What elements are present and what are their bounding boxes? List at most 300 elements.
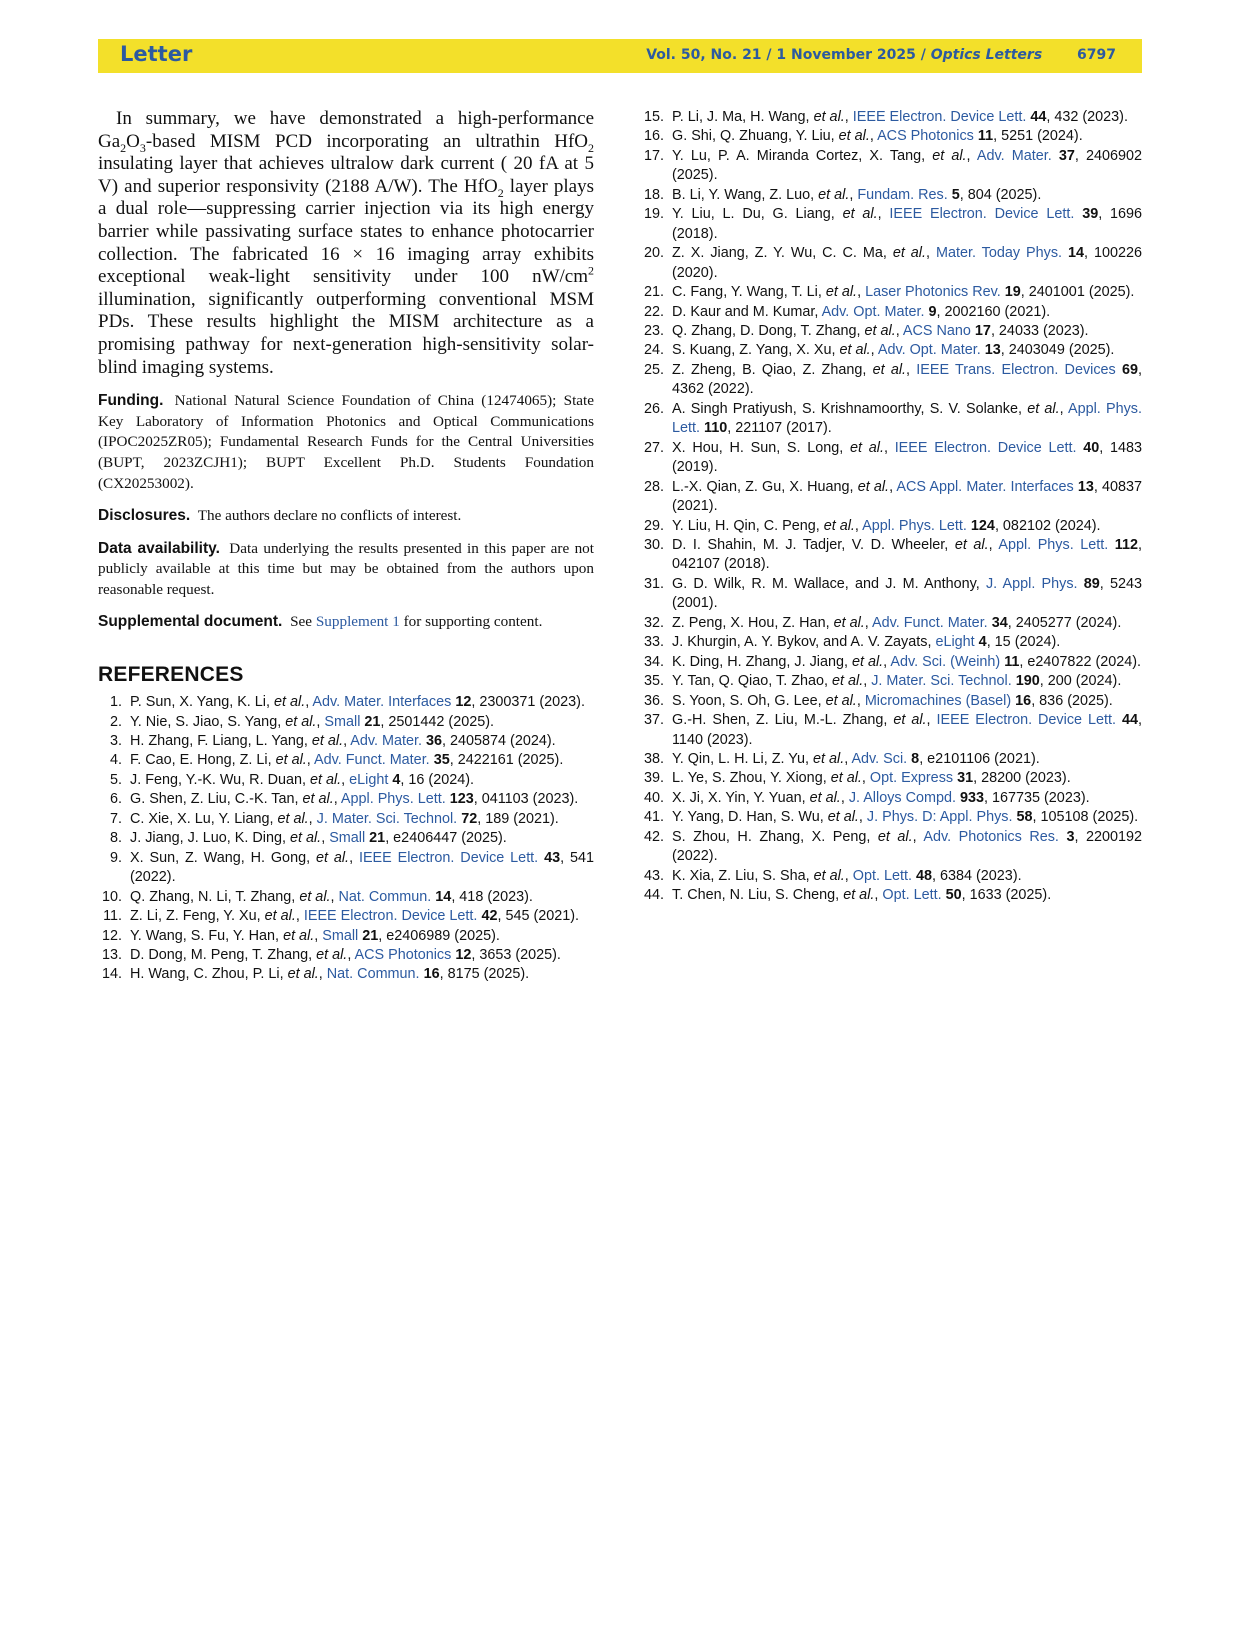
reference-etal: et al. — [838, 128, 870, 145]
reference-number: 19. — [643, 206, 664, 223]
reference-item: 6. G. Shen, Z. Liu, C.-K. Tan, et al., Appl. Phys. Lett. 123, 041103 (2023). — [98, 790, 594, 809]
reference-number: 44. — [643, 887, 664, 904]
reference-number: 22. — [643, 303, 664, 320]
reference-journal-link[interactable]: Small — [322, 927, 359, 944]
reference-item: 9. X. Sun, Z. Wang, H. Gong, et al., IEEE Electron. Device Lett. 43, 541 (2022). — [98, 849, 594, 888]
reference-etal: et al. — [851, 653, 884, 670]
reference-authors: Q. Zhang, D. Dong, T. Zhang, — [672, 322, 865, 339]
reference-item: 1. P. Sun, X. Yang, K. Li, et al., Adv. Mater. Interfaces 12, 2300371 (2023). — [98, 693, 594, 712]
reference-number: 7. — [109, 810, 122, 827]
reference-etal: et al. — [275, 752, 307, 769]
reference-volume: 69 — [1122, 361, 1139, 378]
reference-volume: 43 — [544, 849, 561, 866]
reference-volume: 13 — [1077, 478, 1094, 495]
reference-etal: et al. — [832, 673, 864, 690]
reference-number: 11. — [103, 908, 122, 925]
right-column — [640, 108, 1142, 906]
reference-journal-link[interactable]: Small — [324, 713, 361, 730]
reference-detail: , 2501442 (2025). — [380, 713, 495, 730]
reference-detail: , 40837 (2021). — [672, 478, 1142, 515]
reference-authors: G. Shi, Q. Zhuang, Y. Liu, — [672, 128, 839, 145]
reference-volume: 48 — [915, 867, 932, 884]
reference-journal-link[interactable]: Adv. Funct. Mater. — [313, 752, 430, 769]
reference-detail: , 189 (2021). — [477, 810, 559, 827]
reference-item: 20. Z. X. Jiang, Z. Y. Wu, C. C. Ma, et al., Mater. Today Phys. 14, 100226 (2020). — [640, 244, 1142, 283]
supplemental-heading: Supplemental document. — [98, 613, 283, 631]
reference-etal: et al. — [818, 186, 850, 203]
reference-etal: et al. — [830, 770, 862, 787]
reference-journal-link[interactable]: Appl. Phys. Lett. — [672, 400, 1142, 437]
reference-authors: G. D. Wilk, R. M. Wallace, and J. M. Anthony, — [672, 575, 986, 592]
left-column — [98, 108, 594, 985]
reference-item: 27. X. Hou, H. Sun, S. Long, et al., IEEE Electron. Device Lett. 40, 1483 (2019). — [640, 439, 1142, 478]
reference-journal-link[interactable]: Adv. Mater. Interfaces — [312, 694, 452, 711]
reference-item: 36. S. Yoon, S. Oh, G. Lee, et al., Micromachines (Basel) 16, 836 (2025). — [640, 692, 1142, 711]
reference-authors: H. Wang, C. Zhou, P. Li, — [130, 966, 288, 983]
reference-journal-link[interactable]: IEEE Electron. Device Lett. — [894, 439, 1077, 456]
reference-volume: 21 — [364, 713, 381, 730]
reference-authors: Y. Nie, S. Jiao, S. Yang, — [130, 713, 286, 730]
reference-detail: , 418 (2023). — [451, 888, 533, 905]
reference-item: 38. Y. Qin, L. H. Li, Z. Yu, et al., Adv. Sci. 8, e2101106 (2021). — [640, 750, 1142, 769]
reference-detail: , 100226 (2020). — [672, 245, 1142, 281]
reference-etal: et al. — [813, 750, 845, 767]
reference-item: 21. C. Fang, Y. Wang, T. Li, et al., Laser Photonics Rev. 19, 2401001 (2025). — [640, 283, 1142, 302]
reference-authors: D. I. Shahin, M. J. Tadjer, V. D. Wheeler, — [672, 536, 955, 553]
reference-number: 2. — [109, 713, 122, 730]
reference-journal-link[interactable]: Adv. Funct. Mater. — [871, 614, 988, 631]
reference-number: 33. — [643, 634, 664, 651]
reference-journal-link[interactable]: IEEE Electron. Device Lett. — [852, 109, 1027, 125]
funding-heading: Funding. — [98, 392, 164, 410]
reference-detail: , 1140 (2023). — [672, 712, 1142, 748]
reference-volume: 44 — [1030, 109, 1047, 125]
reference-number: 29. — [643, 517, 664, 534]
reference-journal-link[interactable]: IEEE Electron. Device Lett. — [936, 712, 1116, 729]
reference-journal-link[interactable]: J. Appl. Phys. — [985, 575, 1078, 592]
reference-item: 37. G.-H. Shen, Z. Liu, M.-L. Zhang, et al., IEEE Electron. Device Lett. 44, 1140 (2023). — [640, 711, 1142, 750]
reference-volume: 124 — [970, 517, 995, 534]
funding-text: National Natural Science Foundation of China (12474065); State Key Laboratory of Information Photonics and Optical Communications (IPOC2025ZR05); Fundamental Research Funds for the Central Universities (BUPT, 2023ZCJH1); BUPT Excellent Ph.D. Students Foundation (CX20253002). — [98, 392, 594, 492]
reference-journal-link[interactable]: Fundam. Res. — [857, 186, 948, 203]
reference-journal-link[interactable]: Appl. Phys. Lett. — [862, 517, 967, 534]
reference-number: 18. — [643, 186, 664, 203]
reference-detail: , e2406989 (2025). — [378, 927, 500, 944]
reference-item: 7. C. Xie, X. Lu, Y. Liang, et al., J. Mater. Sci. Technol. 72, 189 (2021). — [98, 810, 594, 829]
reference-volume: 44 — [1121, 712, 1138, 729]
reference-number: 5. — [109, 771, 122, 788]
reference-number: 36. — [643, 692, 664, 709]
section-label: Letter — [120, 42, 193, 66]
reference-item: 39. L. Ye, S. Zhou, Y. Xiong, et al., Opt. Express 31, 28200 (2023). — [640, 769, 1142, 788]
reference-journal-link[interactable]: Adv. Opt. Mater. — [877, 342, 981, 359]
reference-journal-link[interactable]: Adv. Mater. — [976, 147, 1052, 164]
reference-volume: 21 — [369, 830, 386, 847]
reference-item: 13. D. Dong, M. Peng, T. Zhang, et al., ACS Photonics 12, 3653 (2025). — [98, 946, 594, 965]
reference-detail: , 6384 (2023). — [932, 867, 1022, 884]
reference-authors: D. Kaur and M. Kumar, — [672, 303, 822, 320]
reference-item: 5. J. Feng, Y.-K. Wu, R. Duan, et al., eLight 4, 16 (2024). — [98, 771, 594, 790]
reference-journal-link[interactable]: J. Phys. D: Appl. Phys. — [866, 809, 1013, 826]
reference-authors: Y. Wang, S. Fu, Y. Han, — [130, 927, 284, 944]
reference-journal-link[interactable]: Adv. Opt. Mater. — [821, 303, 925, 320]
reference-journal-link[interactable]: Adv. Photonics Res. — [923, 828, 1059, 845]
reference-detail: , 2405277 (2024). — [1007, 614, 1122, 631]
reference-authors: K. Xia, Z. Liu, S. Sha, — [672, 867, 814, 884]
reference-volume: 3 — [1066, 828, 1075, 845]
issue-volume: Vol. 50, No. 21 / 1 November 2025 / — [646, 47, 926, 63]
reference-volume: 40 — [1083, 439, 1100, 456]
journal-name[interactable]: Optics Letters — [930, 47, 1043, 63]
reference-journal-link[interactable]: Adv. Sci. — [851, 750, 908, 767]
reference-detail: , 5251 (2024). — [993, 128, 1083, 145]
reference-journal-link[interactable]: eLight — [935, 634, 975, 651]
references-list-left — [98, 693, 594, 985]
reference-item: 4. F. Cao, E. Hong, Z. Li, et al., Adv. Funct. Mater. 35, 2422161 (2025). — [98, 751, 594, 770]
reference-authors: A. Singh Pratiyush, S. Krishnamoorthy, S. V. Solanke, — [672, 400, 1028, 417]
reference-authors: L.-X. Qian, Z. Gu, X. Huang, — [672, 478, 858, 495]
data-availability-heading: Data availability. — [98, 539, 220, 557]
reference-authors: C. Fang, Y. Wang, T. Li, — [672, 284, 826, 301]
reference-authors: P. Sun, X. Yang, K. Li, — [130, 694, 275, 711]
reference-detail: , 1483 (2019). — [672, 439, 1142, 476]
reference-authors: S. Zhou, H. Zhang, X. Peng, — [672, 828, 878, 845]
reference-journal-link[interactable]: ACS Photonics — [877, 128, 974, 145]
reference-item: 41. Y. Yang, D. Han, S. Wu, et al., J. Phys. D: Appl. Phys. 58, 105108 (2025). — [640, 808, 1142, 827]
reference-journal-link[interactable]: Nat. Commun. — [338, 888, 432, 905]
supplemental-section: Supplemental document. See Supplement 1 for supporting content. — [98, 613, 543, 631]
reference-detail: , 1696 (2018). — [672, 206, 1143, 242]
reference-item: 10. Q. Zhang, N. Li, T. Zhang, et al., Nat. Commun. 14, 418 (2023). — [98, 888, 594, 907]
reference-detail: , 105108 (2025). — [1032, 809, 1139, 826]
reference-detail: , 4362 (2022). — [672, 361, 1143, 398]
reference-etal: et al. — [311, 732, 344, 749]
reference-item: 34. K. Ding, H. Zhang, J. Jiang, et al., Adv. Sci. (Weinh) 11, e2407822 (2024). — [640, 653, 1142, 672]
reference-etal: et al. — [285, 713, 317, 730]
reference-journal-link[interactable]: Mater. Today Phys. — [935, 245, 1063, 262]
reference-volume: 19 — [1004, 284, 1021, 301]
reference-detail: , 1633 (2025). — [961, 887, 1052, 904]
reference-number: 38. — [643, 750, 664, 767]
reference-detail: , 15 (2024). — [986, 634, 1061, 651]
reference-item: 35. Y. Tan, Q. Qiao, T. Zhao, et al., J. Mater. Sci. Technol. 190, 200 (2024). — [640, 672, 1142, 691]
page-number: 6797 — [1077, 47, 1116, 63]
reference-volume: 110 — [704, 420, 728, 437]
reference-item: 26. A. Singh Pratiyush, S. Krishnamoorthy, S. V. Solanke, et al., Appl. Phys. Lett. 110, 221107 (2017). — [640, 400, 1142, 439]
reference-number: 34. — [643, 653, 664, 670]
reference-authors: D. Dong, M. Peng, T. Zhang, — [130, 946, 317, 963]
reference-etal: et al. — [1027, 400, 1060, 417]
reference-journal-link[interactable]: Opt. Lett. — [882, 887, 942, 904]
reference-item: 24. S. Kuang, Z. Yang, X. Xu, et al., Adv. Opt. Mater. 13, 2403049 (2025). — [640, 341, 1142, 360]
reference-etal: et al. — [839, 342, 871, 359]
reference-detail: , 2422161 (2025). — [449, 752, 564, 769]
reference-number: 26. — [643, 400, 664, 417]
reference-authors: G. Shen, Z. Liu, C.-K. Tan, — [130, 791, 303, 808]
reference-number: 16. — [643, 128, 664, 145]
reference-volume: 5 — [951, 186, 960, 203]
reference-item: 23. Q. Zhang, D. Dong, T. Zhang, et al., ACS Nano 17, 24033 (2023). — [640, 322, 1142, 341]
reference-number: 24. — [643, 342, 664, 359]
reference-item — [640, 303, 1142, 322]
reference-volume: 35 — [433, 752, 450, 769]
reference-journal-link[interactable]: Adv. Sci. (Weinh) — [890, 653, 1001, 670]
reference-item: 16. G. Shi, Q. Zhuang, Y. Liu, et al., ACS Photonics 11, 5251 (2024). — [640, 127, 1142, 146]
reference-authors: Y. Tan, Q. Qiao, T. Zhao, — [672, 673, 832, 690]
reference-authors: Y. Lu, P. A. Miranda Cortez, X. Tang, — [672, 147, 933, 164]
reference-etal: et al. — [274, 694, 306, 711]
reference-volume: 50 — [945, 887, 962, 904]
reference-number: 25. — [643, 361, 664, 378]
reference-detail: , e2406447 (2025). — [385, 830, 507, 847]
reference-journal-link[interactable]: Small — [329, 830, 366, 847]
reference-etal: et al. — [842, 206, 878, 223]
reference-journal-link[interactable]: J. Mater. Sci. Technol. — [316, 810, 458, 827]
reference-etal: et al. — [287, 966, 319, 983]
reference-volume: 11 — [1004, 653, 1020, 670]
reference-authors: L. Ye, S. Zhou, Y. Xiong, — [672, 770, 831, 787]
reference-item — [640, 633, 1142, 652]
reference-etal: et al. — [315, 849, 350, 866]
reference-journal-link[interactable]: ACS Nano — [902, 322, 971, 339]
reference-item: 11. Z. Li, Z. Feng, Y. Xu, et al., IEEE Electron. Device Lett. 42, 545 (2021). — [98, 907, 594, 926]
disclosures-heading: Disclosures. — [98, 507, 191, 525]
reference-volume: 36 — [426, 732, 443, 749]
reference-detail: , 042107 (2018). — [672, 536, 1143, 573]
reference-journal-link[interactable]: IEEE Trans. Electron. Devices — [916, 361, 1116, 378]
issue-info — [646, 47, 1116, 63]
reference-detail: , 8175 (2025). — [439, 966, 530, 983]
reference-etal: et al. — [299, 888, 331, 905]
reference-item: 17. Y. Lu, P. A. Miranda Cortez, X. Tang, et al., Adv. Mater. 37, 2406902 (2025). — [640, 147, 1142, 186]
reference-volume: 16 — [423, 966, 440, 983]
data-availability-text: Data underlying the results presented in this paper are not publicly available at this time but may be obtained from the authors upon reasonable request. — [98, 539, 594, 598]
reference-item: 3. H. Zhang, F. Liang, L. Yang, et al., Adv. Mater. 36, 2405874 (2024). — [98, 732, 594, 751]
reference-number: 32. — [643, 614, 664, 631]
reference-detail: , e2407822 (2024). — [1019, 653, 1142, 670]
reference-number: 43. — [643, 867, 664, 884]
reference-authors: S. Yoon, S. Oh, G. Lee, — [672, 692, 826, 709]
reference-journal-link[interactable]: IEEE Electron. Device Lett. — [358, 849, 539, 866]
reference-volume: 8 — [911, 750, 920, 767]
reference-volume: 13 — [984, 342, 1001, 359]
disclosures-section — [98, 506, 594, 527]
reference-number: 27. — [643, 439, 664, 456]
reference-number: 10. — [101, 888, 122, 905]
data-availability-section — [98, 539, 594, 601]
reference-number: 12. — [101, 927, 122, 944]
reference-volume: 17 — [974, 322, 991, 339]
reference-number: 39. — [643, 770, 664, 787]
supplement-link[interactable]: Supplement 1 — [315, 613, 400, 631]
reference-detail: , e2101106 (2021). — [919, 750, 1040, 767]
reference-authors: Z. Zheng, B. Qiao, Z. Zhang, — [672, 361, 873, 378]
reference-authors: X. Sun, Z. Wang, H. Gong, — [130, 849, 316, 866]
reference-etal: et al. — [893, 712, 927, 729]
reference-item: 19. Y. Liu, L. Du, G. Liang, et al., IEEE Electron. Device Lett. 39, 1696 (2018). — [640, 205, 1142, 244]
reference-volume: 34 — [991, 614, 1008, 631]
reference-number: 28. — [643, 478, 664, 495]
reference-number: 8. — [109, 830, 122, 847]
reference-volume: 112 — [1114, 536, 1139, 553]
reference-number: 17. — [643, 147, 664, 164]
reference-etal: et al. — [277, 810, 309, 827]
reference-etal: et al. — [892, 245, 926, 262]
reference-detail: , 082102 (2024). — [994, 517, 1101, 534]
reference-journal-link[interactable]: Nat. Commun. — [326, 966, 420, 983]
reference-authors: T. Chen, N. Liu, S. Cheng, — [672, 887, 844, 904]
reference-authors: X. Ji, X. Yin, Y. Yuan, — [672, 789, 810, 806]
reference-item: 25. Z. Zheng, B. Qiao, Z. Zhang, et al., IEEE Trans. Electron. Devices 69, 4362 (2022). — [640, 361, 1142, 400]
reference-etal: et al. — [309, 771, 342, 788]
reference-detail: , 432 (2023). — [1046, 109, 1128, 125]
reference-item: 2. Y. Nie, S. Jiao, S. Yang, et al., Small 21, 2501442 (2025). — [98, 713, 594, 732]
reference-authors: G.-H. Shen, Z. Liu, M.-L. Zhang, — [672, 712, 894, 729]
reference-item: 18. B. Li, Y. Wang, Z. Luo, et al., Fundam. Res. 5, 804 (2025). — [640, 186, 1142, 205]
reference-number: 21. — [643, 284, 664, 301]
reference-volume: 190 — [1015, 673, 1040, 690]
reference-journal-link[interactable]: J. Mater. Sci. Technol. — [871, 673, 1012, 690]
reference-etal: et al. — [809, 789, 841, 806]
reference-volume: 14 — [435, 888, 452, 905]
reference-detail: , 2300371 (2023). — [471, 694, 585, 711]
reference-authors: B. Li, Y. Wang, Z. Luo, — [672, 186, 819, 203]
reference-volume: 58 — [1016, 809, 1033, 826]
reference-etal: et al. — [302, 791, 334, 808]
reference-etal: et al. — [823, 517, 855, 534]
reference-etal: et al. — [833, 614, 865, 631]
reference-volume: 9 — [928, 303, 937, 320]
disclosures-text: The authors declare no conflicts of interest. — [197, 507, 462, 525]
reference-authors: Z. Li, Z. Feng, Y. Xu, — [130, 908, 265, 925]
reference-etal: et al. — [827, 809, 859, 826]
reference-volume: 933 — [959, 789, 984, 806]
reference-item: 8. J. Jiang, J. Luo, K. Ding, et al., Small 21, e2406447 (2025). — [98, 829, 594, 848]
reference-number: 42. — [643, 828, 664, 845]
reference-number: 6. — [109, 791, 122, 808]
reference-journal-link[interactable]: eLight — [349, 771, 389, 788]
reference-journal-link[interactable]: J. Alloys Compd. — [848, 789, 956, 806]
reference-etal: et al. — [283, 927, 315, 944]
reference-detail: , 167735 (2023). — [984, 789, 1090, 806]
reference-number: 14. — [101, 966, 122, 983]
reference-detail: , 200 (2024). — [1039, 673, 1122, 690]
reference-authors: K. Ding, H. Zhang, J. Jiang, — [672, 653, 852, 670]
reference-volume: 37 — [1058, 147, 1075, 164]
reference-journal-link[interactable]: Opt. Lett. — [852, 867, 912, 884]
reference-authors: H. Zhang, F. Liang, L. Yang, — [130, 732, 312, 749]
summary-paragraph: In summary, we have demonstrated a high-performance $Ga_2O_3$-based MISM PCD incorporating an ultrathin HfO$_2$ insulating layer that achieves ultralow dark current ( 20 fA at 5 V) and superior responsivity (2188 A/W). The HfO$_2$ layer plays a dual role—suppressing carrier injection via its high energy barrier while passivating surface states to enhance photocarrier collection. The fabricated 16 × 16 imaging array exhibits exceptional weak-light sensitivity under 100 $nW/cm^2$ illumination, significantly outperforming conventional MSM PDs. These results highlight the MISM architecture as a promising pathway for next-generation high-sensitivity solar-blind imaging systems. — [98, 108, 594, 378]
reference-journal-link[interactable]: Appl. Phys. Lett. — [998, 536, 1109, 553]
reference-item: 12. Y. Wang, S. Fu, Y. Han, et al., Small 21, e2406989 (2025). — [98, 927, 594, 946]
reference-journal-link[interactable]: Adv. Mater. — [350, 732, 422, 749]
reference-authors: X. Hou, H. Sun, S. Long, — [672, 439, 851, 456]
reference-item: 32. Z. Peng, X. Hou, Z. Han, et al., Adv. Funct. Mater. 34, 2405277 (2024). — [640, 614, 1142, 633]
reference-number: 35. — [643, 673, 664, 690]
reference-authors: C. Xie, X. Lu, Y. Liang, — [130, 810, 278, 827]
reference-journal-link[interactable]: ACS Photonics — [354, 946, 452, 963]
reference-volume: 4 — [978, 634, 987, 651]
reference-authors: Y. Liu, L. Du, G. Liang, — [672, 206, 843, 223]
reference-volume: 31 — [957, 770, 974, 787]
reference-authors: Z. Peng, X. Hou, Z. Han, — [672, 614, 834, 631]
reference-volume: 4 — [392, 771, 401, 788]
reference-item: 42. S. Zhou, H. Zhang, X. Peng, et al., Adv. Photonics Res. 3, 2200192 (2022). — [640, 828, 1142, 867]
reference-number: 9. — [109, 849, 122, 866]
reference-detail: , 24033 (2023). — [990, 322, 1089, 339]
reference-journal-link[interactable]: Micromachines (Basel) — [864, 692, 1012, 709]
reference-number: 13. — [101, 946, 122, 963]
reference-journal-link[interactable]: Appl. Phys. Lett. — [340, 791, 446, 808]
reference-volume: 14 — [1067, 245, 1084, 262]
reference-number: 31. — [643, 575, 664, 592]
references-heading: REFERENCES — [98, 663, 244, 687]
reference-item: 14. H. Wang, C. Zhou, P. Li, et al., Nat. Commun. 16, 8175 (2025). — [98, 965, 594, 984]
reference-detail: , 804 (2025). — [959, 186, 1042, 203]
reference-etal: et al. — [872, 361, 907, 378]
reference-journal-link[interactable]: Laser Photonics Rev. — [865, 284, 1001, 301]
reference-volume: 123 — [449, 791, 474, 808]
reference-authors: Y. Yang, D. Han, S. Wu, — [672, 809, 828, 826]
reference-authors: S. Kuang, Z. Yang, X. Xu, — [672, 342, 840, 359]
reference-etal: et al. — [813, 867, 845, 884]
references-list-right — [640, 108, 1142, 906]
reference-detail: , 3653 (2025). — [471, 946, 561, 963]
reference-detail: , 5243 (2001). — [672, 575, 1143, 612]
reference-item: 30. D. I. Shahin, M. J. Tadjer, V. D. Wheeler, et al., Appl. Phys. Lett. 112, 042107 (2018). — [640, 536, 1142, 575]
reference-journal-link[interactable]: ACS Appl. Mater. Interfaces — [896, 478, 1074, 495]
reference-authors: Y. Qin, L. H. Li, Z. Yu, — [672, 750, 814, 767]
reference-detail: , 2403049 (2025). — [1000, 342, 1115, 359]
reference-etal: et al. — [843, 887, 875, 904]
reference-authors: J. Feng, Y.-K. Wu, R. Duan, — [130, 771, 310, 788]
reference-detail: , 2406902 (2025). — [672, 147, 1142, 184]
reference-volume: 12 — [455, 694, 472, 711]
reference-etal: et al. — [825, 284, 858, 301]
reference-authors: J. Jiang, J. Luo, K. Ding, — [130, 830, 290, 847]
reference-volume: 12 — [455, 946, 472, 963]
reference-journal-link[interactable]: IEEE Electron. Device Lett. — [889, 206, 1075, 223]
reference-journal-link[interactable]: Opt. Express — [869, 770, 954, 787]
reference-number: 15. — [643, 109, 664, 125]
reference-detail: , 2200192 (2022). — [672, 828, 1143, 865]
reference-number: 30. — [643, 536, 664, 553]
reference-journal-link[interactable]: IEEE Electron. Device Lett. — [303, 908, 478, 925]
reference-number: 3. — [109, 732, 122, 749]
reference-number: 1. — [109, 694, 122, 711]
reference-volume: 16 — [1015, 692, 1032, 709]
reference-volume: 89 — [1083, 575, 1100, 592]
funding-section — [98, 391, 594, 494]
reference-detail: , 221107 (2017). — [727, 420, 832, 437]
reference-item: 43. K. Xia, Z. Liu, S. Sha, et al., Opt. Lett. 48, 6384 (2023). — [640, 867, 1142, 886]
reference-number: 4. — [109, 752, 122, 769]
reference-detail: , 2401001 (2025). — [1020, 284, 1135, 301]
reference-volume: 72 — [461, 810, 478, 827]
reference-item: 40. X. Ji, X. Yin, Y. Yuan, et al., J. Alloys Compd. 933, 167735 (2023). — [640, 789, 1142, 808]
reference-etal: et al. — [316, 946, 348, 963]
reference-etal: et al. — [825, 692, 857, 709]
reference-authors: Q. Zhang, N. Li, T. Zhang, — [130, 888, 300, 905]
header-banner — [98, 39, 1142, 73]
reference-number: 23. — [643, 322, 664, 339]
reference-etal: et al. — [850, 439, 884, 456]
reference-etal: et al. — [289, 830, 322, 847]
reference-volume: 42 — [481, 908, 498, 925]
reference-detail: , 2002160 (2021). — [936, 303, 1051, 320]
reference-etal: et al. — [864, 322, 896, 339]
reference-detail: , 836 (2025). — [1031, 692, 1113, 709]
